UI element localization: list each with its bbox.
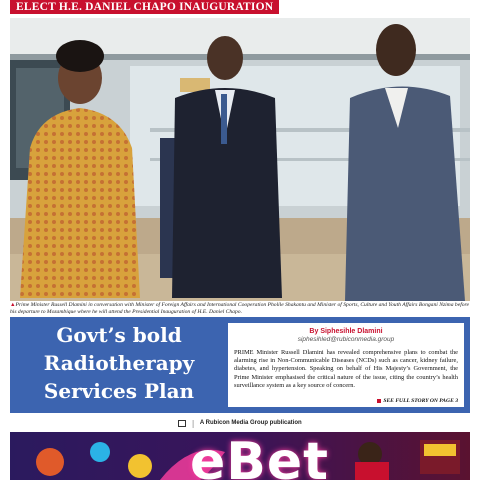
story-ref-text: SEE FULL STORY ON PAGE 3: [383, 398, 458, 404]
ebet-advertisement[interactable]: [10, 432, 470, 480]
story-byline: By Siphesihle Dlamini: [309, 328, 383, 335]
news-photo: [10, 18, 470, 301]
publication-strip: [0, 416, 480, 430]
story-body: PRIME Minister Russell Dlamini has revealed comprehensive plans to combat the alarming rise in Non-Communicable Diseases (NCDs) such as cancer, kidney failure, diabetes, and hypertension. Speaking on behalf of His Majesty’s Government, the Prime Minister emphasised the critical nature of the issue, citing the country’s health surveillance system as a key source of concern.: [234, 349, 458, 389]
story-panel: [228, 323, 464, 407]
ad-brand-logo: eBet: [190, 432, 330, 480]
story-email: siphesihled@rubiconmedia.group: [297, 336, 395, 343]
publication-label: A Rubicon Media Group publication: [199, 420, 302, 426]
newspaper-icon: [178, 420, 186, 427]
story-box: [10, 317, 470, 413]
story-reference: [377, 398, 458, 404]
top-strip: [0, 0, 480, 18]
separator: |: [192, 418, 194, 428]
headline-banner: ELECT H.E. DANIEL CHAPO INAUGURATION: [10, 0, 279, 14]
photo-caption: [10, 302, 470, 316]
caption-marker-icon: ▲: [10, 302, 16, 308]
story-headline: Govt’s bold Radiotherapy Services Plan: [43, 323, 195, 403]
square-marker-icon: [377, 399, 381, 403]
caption-text: Prime Minister Russell Dlamini in conversation with Minister of Foreign Affairs and International Cooperation Pholile Shakantu and Minister of Sports, Culture and Youth Affairs Bongani Nzima before his departure to Mozambique where he will attend the Presidential Inauguration of H.E. Daniel Chapo.: [10, 302, 469, 315]
